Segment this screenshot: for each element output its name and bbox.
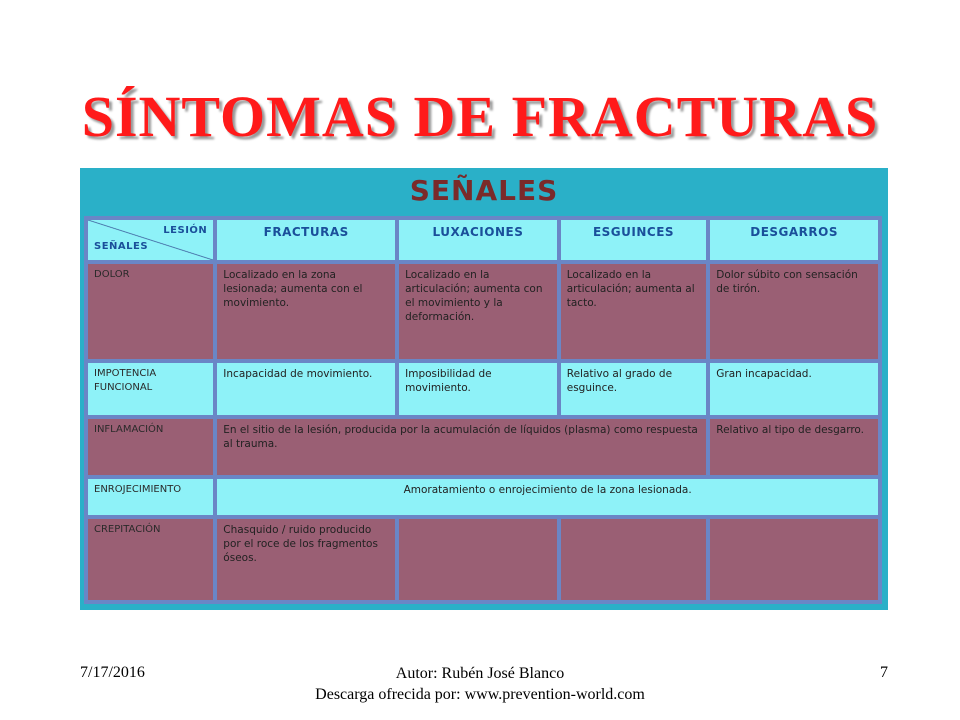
table-cell: Imposibilidad de movimiento. bbox=[397, 361, 559, 417]
table-cell: Gran incapacidad. bbox=[708, 361, 880, 417]
row-label: CREPITACIÓN bbox=[86, 517, 215, 602]
signs-table bbox=[84, 216, 882, 604]
table-cell: Localizado en la zona lesionada; aumenta con el movimiento. bbox=[215, 262, 397, 362]
column-header-luxaciones: LUXACIONES bbox=[397, 218, 559, 262]
table-cell: Relativo al grado de esguince. bbox=[559, 361, 709, 417]
table-cell: Relativo al tipo de desgarro. bbox=[708, 417, 880, 477]
table-cell: Chasquido / ruido producido por el roce de los fragmentos óseos. bbox=[215, 517, 397, 602]
footer-date: 7/17/2016 bbox=[80, 664, 145, 681]
column-header-esguinces: ESGUINCES bbox=[559, 218, 709, 262]
table-cell bbox=[397, 517, 559, 602]
table-row-dolor bbox=[86, 262, 880, 362]
footer-author: Autor: Rubén José Blanco bbox=[395, 665, 565, 682]
table-heading: SEÑALES bbox=[409, 174, 559, 207]
row-label: ENROJECIMIENTO bbox=[86, 477, 215, 516]
signs-table-figure bbox=[80, 168, 888, 610]
table-cell: Incapacidad de movimiento. bbox=[215, 361, 397, 417]
column-header-fracturas: FRACTURAS bbox=[215, 218, 397, 262]
table-cell bbox=[559, 517, 709, 602]
corner-label-lesion: LESIÓN bbox=[163, 225, 208, 236]
table-cell: Dolor súbito con sensación de tirón. bbox=[708, 262, 880, 362]
table-row-inflamacion bbox=[86, 417, 880, 477]
table-cell: Localizado en la articulación; aumenta al tacto. bbox=[559, 262, 709, 362]
table-cell bbox=[708, 517, 880, 602]
row-label: DOLOR bbox=[86, 262, 215, 362]
table-row-enrojecimiento bbox=[86, 477, 880, 516]
merged-cell: Amoratamiento o enrojecimiento de la zona lesionada. bbox=[215, 477, 880, 516]
row-label: INFLAMACIÓN bbox=[86, 417, 215, 477]
corner-cell bbox=[86, 218, 215, 262]
table-row-crepitacion bbox=[86, 517, 880, 602]
footer-download: Descarga ofrecida por: www.prevention-world.com bbox=[315, 685, 645, 703]
table-row-impotencia bbox=[86, 361, 880, 417]
slide-title: SÍNTOMAS DE FRACTURAS bbox=[81, 84, 879, 149]
table-header-row bbox=[86, 218, 880, 262]
corner-label-senales: SEÑALES bbox=[94, 241, 149, 253]
column-header-desgarros: DESGARROS bbox=[708, 218, 880, 262]
merged-cell: En el sitio de la lesión, producida por la acumulación de líquidos (plasma) como respuesta al trauma. bbox=[215, 417, 708, 477]
table-cell: Localizado en la articulación; aumenta con el movimiento y la deformación. bbox=[397, 262, 559, 362]
row-label: IMPOTENCIA FUNCIONAL bbox=[86, 361, 215, 417]
footer-credits bbox=[280, 664, 680, 706]
page-number: 7 bbox=[880, 664, 888, 681]
